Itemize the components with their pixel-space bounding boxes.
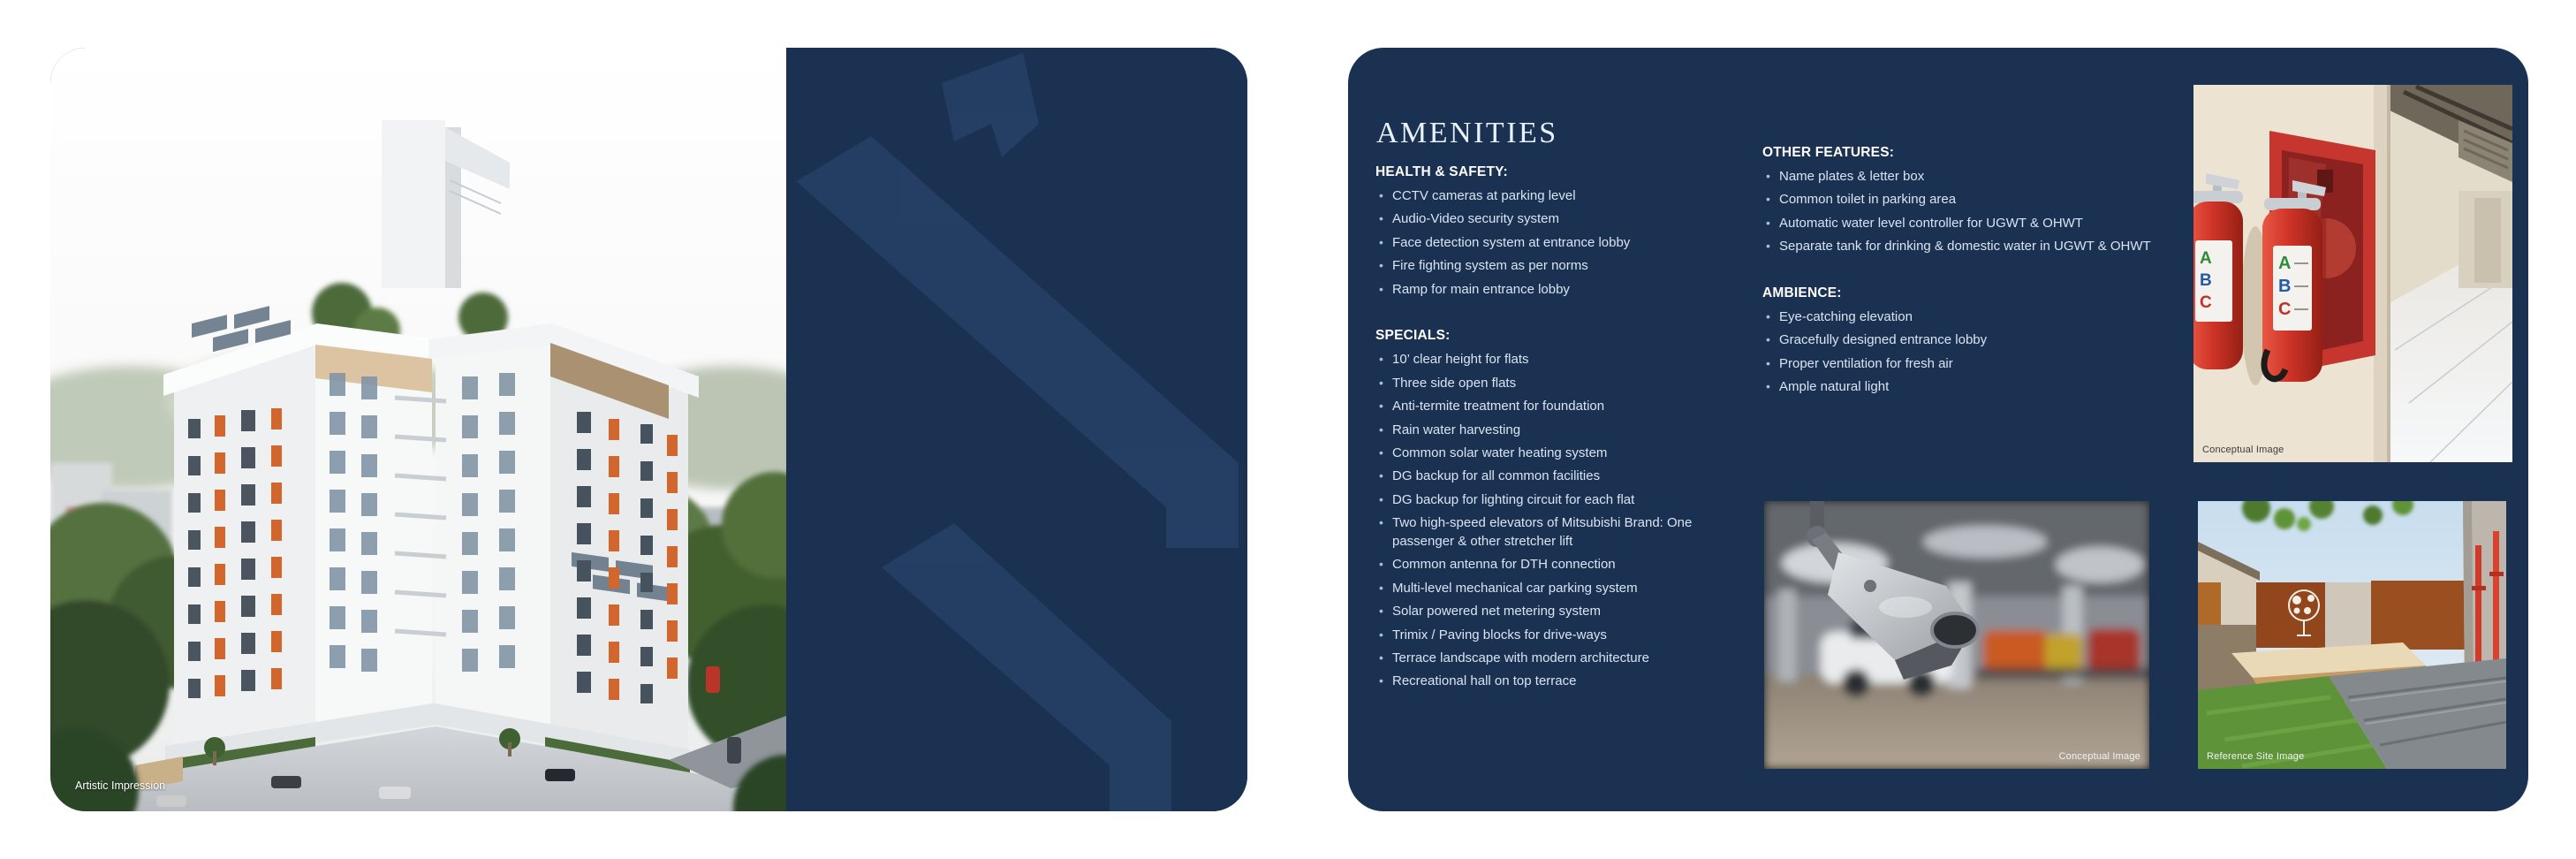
feature-item: • Common solar water heating system (1375, 441, 1750, 464)
amenities-section (1375, 324, 1750, 693)
section-heading: HEALTH & SAFETY: (1375, 164, 1508, 179)
terrace-illustration (2198, 501, 2506, 769)
photo-caption: Artistic Impression (75, 779, 166, 792)
svg-text:A: A (2200, 249, 2212, 268)
feature-item: • Eye-catching elevation (1762, 305, 2195, 328)
left-card (50, 48, 1247, 811)
feature-item: • Gracefully designed entrance lobby (1762, 329, 2195, 352)
feature-item: • Solar powered net metering system (1375, 599, 1750, 622)
image-caption: Conceptual Image (2202, 445, 2284, 455)
brand-watermark-icon (786, 48, 1247, 811)
feature-item: • Trimix / Paving blocks for drive-ways (1375, 623, 1750, 646)
amenities-column-1 (1375, 161, 1750, 717)
feature-item: • Two high-speed elevators of Mitsubishi Brand: One passenger & other stretcher lift (1375, 511, 1750, 552)
terrace-photo (2198, 501, 2506, 769)
svg-text:C: C (2200, 293, 2212, 312)
feature-item: • Anti-termite treatment for foundation (1375, 394, 1750, 417)
building-photo (50, 48, 786, 811)
amenities-section (1762, 282, 2195, 399)
feature-item: • Name plates & letter box (1762, 164, 2195, 187)
feature-item: • 10’ clear height for flats (1375, 348, 1750, 371)
page-title: AMENITIES (1376, 117, 1558, 149)
amenities-section (1762, 141, 2195, 258)
fire-safety-illustration (2193, 85, 2512, 462)
brand-panel (786, 48, 1247, 811)
feature-item: • DG backup for all common facilities (1375, 465, 1750, 488)
fire-safety-photo (2193, 85, 2512, 462)
image-caption: Reference Site Image (2207, 751, 2305, 762)
feature-list (1375, 184, 1750, 300)
feature-item: • CCTV cameras at parking level (1375, 184, 1750, 207)
feature-item: • Automatic water level controller for UGWT & OHWT (1762, 211, 2195, 234)
cctv-illustration (1764, 501, 2149, 769)
feature-item: • Proper ventilation for fresh air (1762, 352, 2195, 375)
feature-list (1762, 305, 2195, 399)
feature-item: • Common toilet in parking area (1762, 188, 2195, 211)
svg-text:C: C (2278, 300, 2292, 319)
feature-list (1762, 164, 2195, 258)
feature-item: • Ample natural light (1762, 375, 2195, 398)
section-heading: AMBIENCE: (1762, 285, 1842, 300)
cctv-photo (1764, 501, 2149, 769)
amenities-section (1375, 161, 1750, 300)
feature-item: • Ramp for main entrance lobby (1375, 277, 1750, 300)
building-render-illustration (50, 48, 786, 811)
amenities-card (1348, 48, 2528, 811)
section-heading: OTHER FEATURES: (1762, 145, 1895, 160)
svg-text:B: B (2278, 277, 2292, 296)
feature-item: • Common antenna for DTH connection (1375, 553, 1750, 576)
feature-item: • Audio-Video security system (1375, 208, 1750, 231)
feature-list (1375, 348, 1750, 693)
feature-item: • Rain water harvesting (1375, 418, 1750, 441)
feature-item: • Multi-level mechanical car parking system (1375, 576, 1750, 599)
svg-text:A: A (2278, 254, 2292, 273)
feature-item: • Three side open flats (1375, 371, 1750, 394)
image-caption: Conceptual Image (2058, 751, 2140, 762)
feature-item: • Recreational hall on top terrace (1375, 670, 1750, 693)
amenities-column-2 (1762, 141, 2195, 422)
feature-item: • Fire fighting system as per norms (1375, 255, 1750, 277)
feature-item: • Terrace landscape with modern architecture (1375, 646, 1750, 669)
feature-item: • Face detection system at entrance lobby (1375, 231, 1750, 254)
feature-item: • Separate tank for drinking & domestic water in UGWT & OHWT (1762, 235, 2195, 258)
section-heading: SPECIALS: (1375, 328, 1451, 344)
svg-text:B: B (2200, 271, 2212, 290)
feature-item: • DG backup for lighting circuit for each flat (1375, 488, 1750, 511)
